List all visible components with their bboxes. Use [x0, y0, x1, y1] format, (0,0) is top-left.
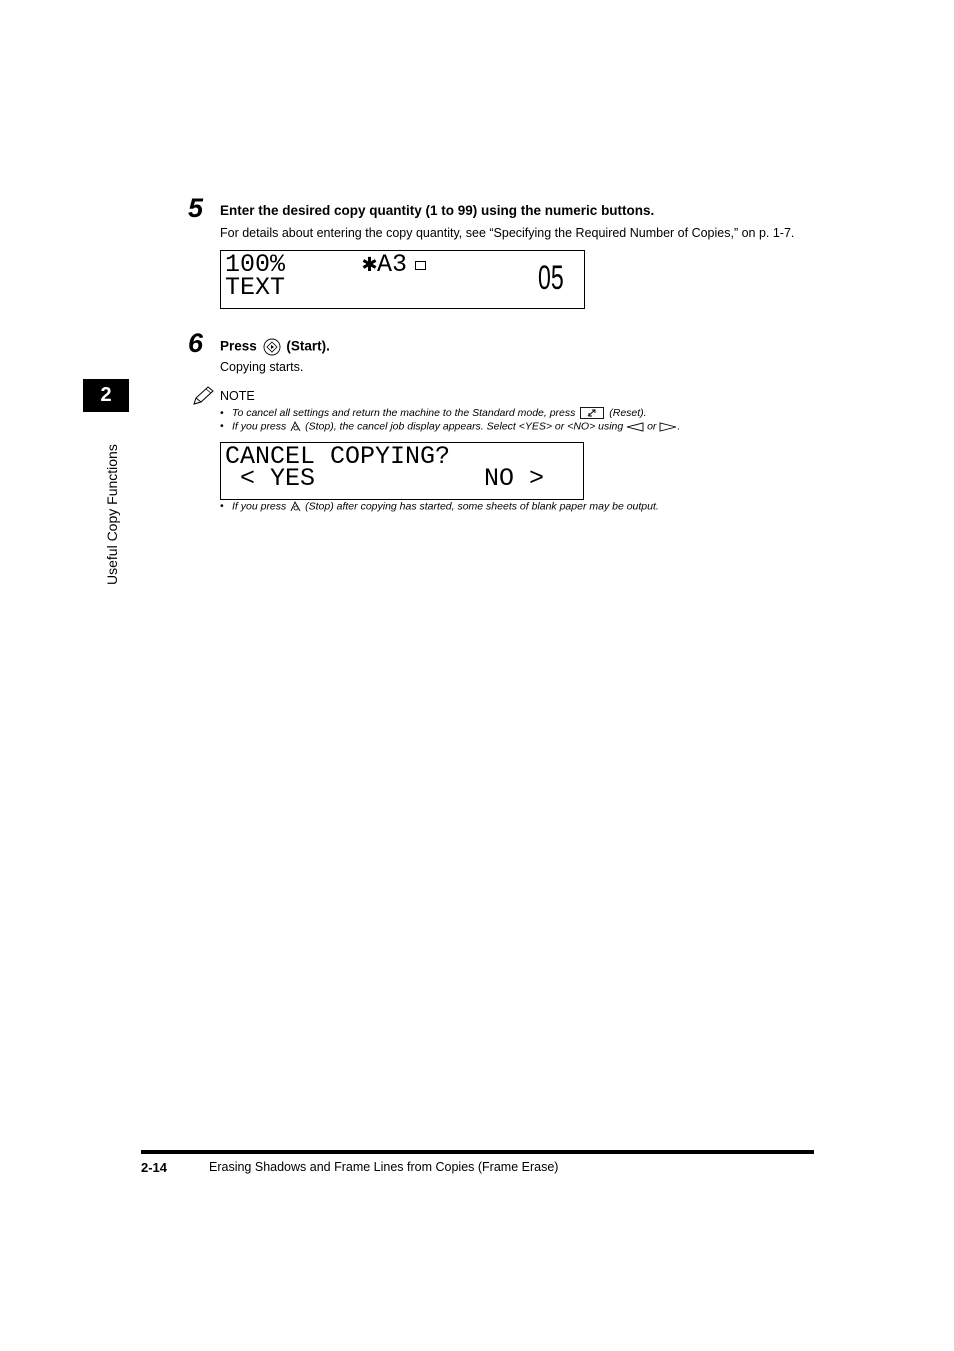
display-paper-size: ✱A3 — [362, 250, 408, 279]
note-item-2-or: or — [647, 420, 657, 433]
display-ratio: 100% — [225, 250, 286, 279]
bullet: • — [220, 420, 224, 432]
step-6-detail: Copying starts. — [220, 360, 304, 374]
copy-quantity-display — [220, 250, 585, 309]
reset-key-icon — [580, 407, 604, 419]
step-6-number: 6 — [188, 328, 204, 358]
note-item-1-text: To cancel all settings and return the machine to the Standard mode, press — [232, 407, 576, 419]
step-6-press-label: Press — [220, 338, 257, 354]
display-cancel-prompt: CANCEL COPYING? — [225, 442, 451, 471]
step-5-number: 5 — [188, 193, 204, 223]
display-no-option: NO > — [484, 464, 545, 493]
bullet: • — [220, 500, 224, 512]
step-6-title — [220, 338, 330, 356]
chapter-tab — [83, 379, 129, 412]
note-item-cancel — [220, 420, 680, 433]
left-arrow-key-icon — [626, 422, 644, 432]
bullet: • — [220, 407, 224, 419]
display-quantity: 05 — [538, 259, 564, 297]
stop-key-icon — [289, 420, 302, 433]
note-item-2-middle: (Stop), the cancel job display appears. Select <YES> or <NO> using — [305, 420, 624, 433]
step-6-start-label: (Start). — [286, 338, 330, 354]
right-arrow-key-icon — [659, 422, 677, 432]
paper-orientation-icon — [415, 261, 426, 270]
footer-rule — [141, 1150, 814, 1154]
pencil-note-icon — [191, 385, 215, 407]
note-heading: NOTE — [220, 389, 255, 403]
start-button-icon — [263, 338, 281, 356]
cancel-copying-display — [220, 442, 584, 500]
stop-key-icon — [289, 500, 302, 513]
note-item-2-start: If you press — [232, 420, 287, 433]
step-5-detail: For details about entering the copy quantity, see “Specifying the Required Number of Copies,” on p. 1-7. — [220, 226, 795, 240]
display-mode: TEXT — [225, 273, 286, 302]
note-item-3-end: (Stop) after copying has started, some sheets of blank paper may be output. — [305, 500, 659, 513]
note-item-reset — [220, 407, 647, 419]
footer-section-title: Erasing Shadows and Frame Lines from Copies (Frame Erase) — [209, 1160, 559, 1174]
note-item-2-end: . — [677, 420, 681, 433]
step-5-title: Enter the desired copy quantity (1 to 99) using the numeric buttons. — [220, 203, 655, 218]
note-item-1-end: (Reset). — [609, 407, 647, 419]
display-yes-option: < YES — [225, 464, 316, 493]
chapter-title: Useful Copy Functions — [104, 444, 120, 585]
note-item-3-start: If you press — [232, 500, 287, 513]
note-item-blank-paper — [220, 500, 659, 513]
chapter-number: 2 — [100, 384, 112, 406]
page-number: 2-14 — [141, 1160, 168, 1175]
